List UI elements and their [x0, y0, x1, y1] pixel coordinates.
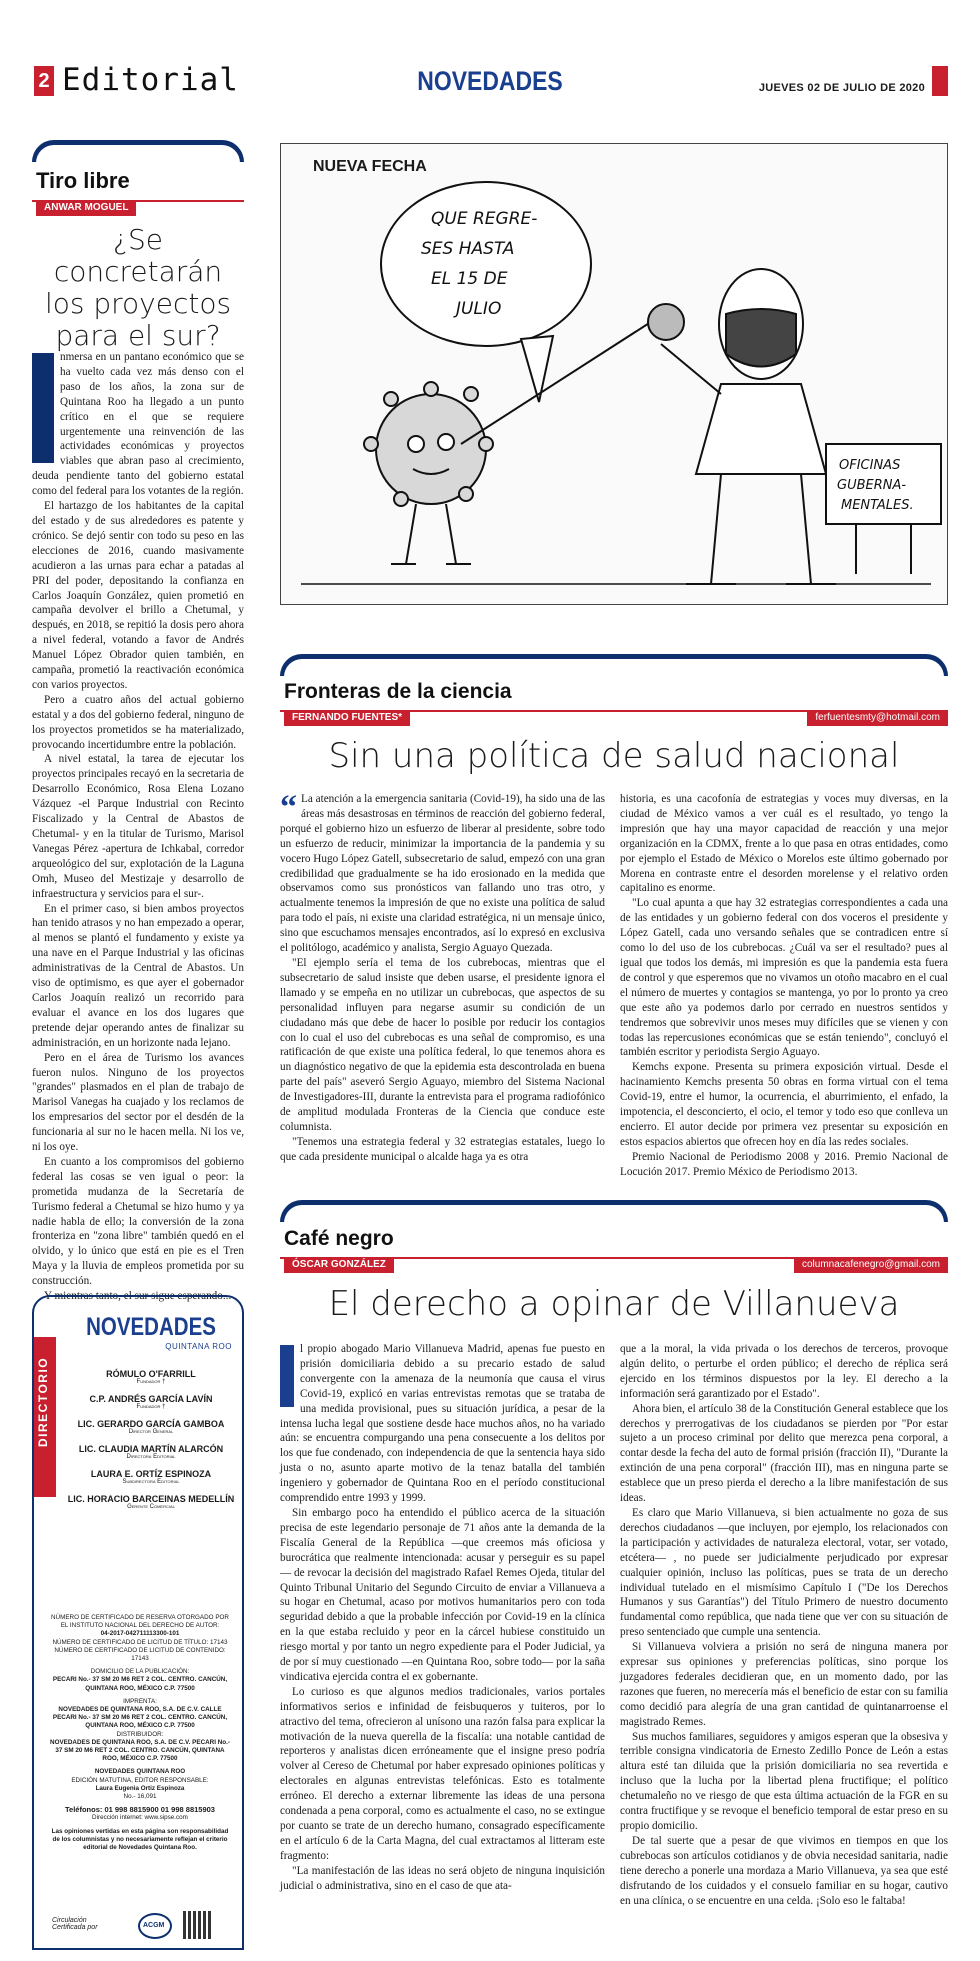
sign-line: MENTALES.: [841, 498, 914, 513]
column-tab-inner: [36, 145, 240, 163]
author-byline: ÓSCAR GONZÁLEZ: [284, 1257, 394, 1273]
issue-date: JUEVES 02 DE JULIO DE 2020: [758, 82, 925, 94]
paragraph: nmersa en un pantano económico que se ha vuelto cada vez más denso con el paso de los años, la zona sur de Quintana Roo ha llegado a un punto crítico en el que se requiere urgentemente una reinvención de las actividades económicas y proyectos viables que abran paso al crecimiento, deuda pendiente tanto del gobierno estatal como del federal para los votantes de la región.: [32, 351, 244, 498]
staff-entry: RÓMULO O'FARRILL Fundador †: [106, 1369, 196, 1385]
paragraph: A nivel estatal, la tarea de ejecutar los proyectos principales recayó en la secretaria de Desarrollo Económico, Rosa Elena Lozano Vázquez -el Parque Industrial con Recinto Fiscalizado y la Central de Abastos de Chetumal- y en la titular de Turismo, Marisol Vanegas Pérez -apertura de Ichkabal, corredor arqueológico del sur, explotación de la Laguna Omh, Museo del Mestizaje y desarrollo de infraestructura y servicios para el sur-.: [32, 753, 244, 900]
bubble-line: EL 15 DE: [431, 269, 508, 289]
cartoon-title: NUEVA FECHA: [313, 158, 427, 175]
paragraph: "Tenemos una estrategia federal y 32 estrategias estatales, luego lo que cada presidente municipal o alcalde haga ya es otra: [280, 1135, 605, 1163]
paragraph: l propio abogado Mario Villanueva Madrid, apenas fue puesto en prisión domiciliaria debido a su precario estado de salud convergente con la amenaza de la neumonía que causa el virus Covid-19, explicó en varias entrevistas remotas que se trataba de una medida provisional, pues su situación jurídica, a pesar de la intensa lucha legal que sostiene desde hace muchos años, no ha variado aún: se encuentra compurgando una pena consecuente a los delitos por los que fue condenado, con independencia de que la sentencia haya sido justa o no, asunto aparte motivo de la tenaz batalla del también ingeniero y gobernador de Quintana Roo en el período constitucional comprendido entre 1993 y 1999.: [280, 1343, 605, 1505]
staff-entry: LAURA E. ORTÍZ ESPINOZA Subdirectora Editorial: [90, 1469, 212, 1485]
bubble-line: QUE REGRE-: [431, 209, 538, 229]
paragraph: "El ejemplo sería el tema de los cubrebocas, mientras que el subsecretario de salud insiste que deben usarse, el presidente ignora el llamado y se empeña en no utilizar un cubrebocas, que aspectos de su personalidad influyen para negarse asumir su condición de un ciudadano más que debe de hacer lo posible por reducir los contagios con lo cual el uso del cubrebocas es una señal de compromiso, es una ratificación de que existe una política federal, lo que tenemos ahora es un diagnóstico negativo de que la epidemia esta descontrolada en buena parte del país" aseveró Sergio Aguayo, miembro del Sistema Nacional de Investigadores-III, durante la entrevista para el programa radiofónico de amplitud modulada Fronteras de la Ciencia que conduce este columnista.: [280, 956, 605, 1133]
staff-entry: LIC. CLAUDIA MARTÍN ALARCÓN Directora Editorial: [78, 1444, 224, 1460]
svg-text:OFICINAS GUBERNA-: [837, 458, 914, 513]
staff-list: [60, 1369, 242, 1519]
column-title: Tiro libre: [36, 168, 130, 193]
column-tab-inner: [284, 659, 944, 677]
bubble-line: SES HASTA: [421, 239, 515, 259]
paragraph: En cuanto a los compromisos del gobierno federal las cosas se ven igual o peor: la prometida mudanza de la Secretaría de Turismo federal a Chetumal se hizo humo y ya nadie habla de ello; la conversión de la zona fronteriza en "zona libre" también quedó en el olvido, y lo único que está en pie es el Tren Maya y la lluvia de empleos prometida por su construcción.: [32, 1155, 244, 1288]
article-column-1: [280, 1342, 605, 1894]
section-name: Editorial: [62, 62, 239, 98]
paragraph: Pero en el área de Turismo los avances fueron nulos. Ninguno de los proyectos "grandes" plasmados en el plan de trabajo de Marisol Vanegas ha cuajado y los reclamos de los empresarios del sector por el desdén de la funcionaria al sur no le hacen mella. Ni los ve, ni los oye.: [32, 1051, 244, 1154]
paragraph: En el primer caso, si bien ambos proyectos han tenido atrasos y no han empezado a operar, al menos se plantó el fundamento y existe ya una nave en el Parque Industrial y las oficinas administrativas de la Central de Abastos. Un viso de optimismo, es que ayer el gobernador Carlos Joaquín realizó un recorrido para evaluar el avance en los dos lugares que pretende dejar operando antes de finalizar su administración, en un horizonte nada lejano.: [32, 902, 244, 1049]
paragraph: Lo curioso es que algunos medios tradicionales, varios portales informativos serios e infinidad de feisbuqueros y tuiteros, por lo atractivo del tema, ofrecieron al unísono una razón falsa para explicar la motivación de la nueva querella de la fiscalía: una notable cantidad de reporteros y analistas dicen erróneamente que el insigne preso podría volver al Cereso de Chetumal por haber expresado opiniones políticas y electorales en algunas entrevistas telefónicas. Esto es totalmente erróneo. El derecho a externar libremente las ideas de una persona condenada a pena corporal, como es actualmente el caso, no se extingue por cuanto se trate de un derecho humano, consagrado específicamente en el artículo 6 de la Carta Magna, del cual extractamos al litteram este fragmento:: [280, 1685, 605, 1862]
paragraph: Sin embargo poco ha entendido el público acerca de la situación precisa de este legendario personaje de 71 años ante la demanda de la Fiscalía General de la República —que creemos más oficiosa y burocrática que realmente intencionada: acusar y perseguir es su papel— de revocar la decisión del magistrado Rafael Remes Ojeda, titular del Quinto Tribunal Unitario del Segundo Circuito de enviar a Villanueva a su hogar en Chetumal, acaso por motivos humanitarios pero con toda seguridad debido a que la probable infección por Covid-19 en la clínica en la que estaba recluido y peor en la cárcel hubiese constituido un riesgo mortal y por tanto un negro expediente para el Poder Judicial, ya de por sí muy cuestionado —en Quintana Roo, sobre todo— por la saña vindicativa ejercida contra el ex gobernante.: [280, 1506, 605, 1683]
cartoon-drawing: [281, 144, 947, 604]
virus-character: [364, 382, 493, 564]
sign-line: OFICINAS: [839, 458, 901, 473]
paragraph: El hartazgo de los habitantes de la capital del estado y de sus alrededores es patente y crónico. Se dejó sentir con todo su peso en las elecciones de 2016, cuando masivamente acudieron a las urnas para echar a patadas al PRI del poder, depositando la confianza en Carlos Joaquín González, quien prometió en campaña devolver el brillo a Chetumal, y después, en 2018, se repitió la dosis pero ahora a nivel federal, votando a favor de Andrés Manuel López Obrador quien también, en campaña, prometió la reactivación económica con varios proyectos.: [32, 500, 244, 691]
page-number: 2: [34, 66, 54, 96]
column-title: Fronteras de la ciencia: [284, 680, 512, 703]
paragraph: que a la moral, la vida privada o los derechos de terceros, provoque algún delito, o perturbe el orden público; el derecho de réplica será ejercido en los términos dispuestos por la ley. El derecho a la información será garantizado por el Estado".: [620, 1343, 948, 1400]
staff-entry: LIC. GERARDO GARCÍA GAMBOA Director General: [77, 1419, 225, 1435]
article-headline: ¿Se concretarán los proyectos para el sur?: [44, 223, 232, 352]
article-headline: Sin una política de salud nacional: [328, 736, 900, 776]
paragraph: Kemchs expone. Presenta su primera exposición virtual. Desde el hacinamiento Kemchs presenta 50 obras en forma virtual con el tema Covid-19, entre el humor, la ocurrencia, el aburrimiento, el enfado, la impotencia, el desconcierto, el ocio, el temor y todo eso que conlleva un encierro. El autor decide por primera vez presentar su exposición en estos espacios abiertos que ofrecen hoy en día las redes sociales.: [620, 1061, 948, 1148]
paragraph: Sus muchos familiares, seguidores y amigos esperan que la obsesiva y terrible consigna vindicatoria de Ernesto Zedillo Ponce de León a estas altura esté tan diluida que la prisión domiciliaria no sea revertida e incluso que la lucha por la libertad plena fructifique; el político chetumaleño no ve riesgo de que esta última actuación de la FGR en su contra fructifique y se revoque el beneficio temporal de estar preso en su propio domicilio.: [620, 1730, 948, 1832]
paragraph: Premio Nacional de Periodismo 2008 y 2016. Premio Nacional de Locución 2017. Premio México de Periodismo 2013.: [620, 1150, 948, 1178]
quote-mark-icon: “: [280, 789, 297, 826]
staff-entry: LIC. HORACIO BARCEINAS MEDELLÍN Gerente Comercial: [67, 1494, 235, 1510]
column-tab-inner: [284, 1205, 944, 1223]
sign-line: GUBERNA-: [837, 478, 907, 493]
article-headline: El derecho a opinar de Villanueva: [328, 1284, 900, 1324]
drop-cap-bar: [32, 353, 54, 463]
article-column-2: [620, 792, 948, 1180]
directory-logo-sub: QUINTANA ROO: [165, 1342, 232, 1351]
official-character: [661, 269, 836, 584]
author-email: ferfuentesmty@hotmail.com: [807, 710, 948, 726]
masthead-logo: NOVEDADES: [417, 66, 563, 96]
qr-code-icon: [183, 1911, 211, 1939]
acgm-logo: ACGM: [138, 1913, 172, 1939]
directory-box: [32, 1295, 244, 1950]
paragraph: "La manifestación de las ideas no será objeto de ninguna inquisición judicial o administrativa, sino en el caso de que ata-: [280, 1864, 605, 1892]
drop-cap-bar: [280, 1345, 294, 1407]
paragraph: Y mientras tanto, el sur sigue esperando...: [44, 1290, 232, 1303]
article-body: [32, 350, 244, 1304]
paragraph: "Lo cual apunta a que hay 32 estrategias correspondientes a cada una de las entidades y un gobierno federal con dos voceros el presidente y López Gatell, cada uno versando señales que se contradicen entre sí como lo del uso de los cubrebocas. ¿Cuál va ser el resultado? pues al igual que todos los demás, mi impresión es que la pandemia esta fuera de control y que esperemos que no vivamos un otoño macabro en el cual el número de muertes y contagios se mantenga, yo por lo pronto ya creo que este año ya podemos darlo por cerrado en nuestros sentidos y tendremos que sobrevivir unos meses muy difíciles que se vienen y con todas las repercusiones económicas que se están teniendo", concluyó el también escritor y periodista Sergio Aguayo.: [620, 897, 948, 1059]
paragraph: “ La atención a la emergencia sanitaria (Covid-19), ha sido una de las áreas más desastrosas en términos de reacción del gobierno federal, porqué el gobierno hizo un esfuerzo de liberar al presidente, sobre todo un esfuerzo de reducir, minimizar la importancia de la pandemia y su vocero Hugo López Gatell, subsecretario de salud, empezó con una gran credibilidad que gradualmente se ha ido erosionado en la medida que observamos como sus pronósticos van fallando uno tras otro, y actualmente tenemos la impresión de que no existe una política de salud para todo el país, ni existe una claridad estratégica, ni un mensaje único, sino que escuchamos mensajes encontrados, así lo expresó en exclusiva el politólogo, académico y analista, Sergio Aguayo Quezada.: [280, 789, 605, 955]
paragraph: historia, es una cacofonía de estrategias y voces muy diversas, en la ciudad de México vamos a ver cuál es el resultado, yo tengo la impresión que hay una mayor capacidad de reacción y una mejor organización en la CDMX, frente a lo que pasa en otras entidades, como por ejemplo el Estado de México o Morelos este último gobernado por Morena en contraste entre el desorden morelense y el relativo orden capitalino es enorme.: [620, 793, 948, 895]
article-column-2: [620, 1342, 948, 1908]
bubble-line: JULIO: [456, 299, 502, 319]
author-email: columnacafenegro@gmail.com: [794, 1257, 948, 1273]
paragraph: Es claro que Mario Villanueva, si bien actualmente no goza de sus derechos ciudadanos —que incluyen, por ejemplo, los relacionados con la participación y actividades de naturaleza electoral, votar, ser votado, etcétera— , no puede ser judicialmente perjudicado por expresar cualquier opinión, incluso las políticas, pues se trata de un derecho individual tutelado en el mismísimo Capítulo I ("De los Derechos Humanos y sus Garantías") del Título Primero de nuestro documento fundamental como república, que nada tiene que ver con su situación de preso sentenciado que cumple una sentencia.: [620, 1506, 948, 1639]
editorial-cartoon: [280, 143, 948, 605]
paragraph: Pero a cuatro años del actual gobierno estatal y a dos del gobierno federal, ninguno de los proyectos prometidos se ha materializado, provocando incertidumbre entre la población.: [32, 693, 244, 751]
author-byline: ANWAR MOGUEL: [36, 200, 136, 216]
directory-side-label: DIRECTORIO: [34, 1337, 56, 1497]
page-header: [0, 0, 980, 110]
author-byline: FERNANDO FUENTES*: [284, 710, 410, 726]
legal-info: NÚMERO DE CERTIFICADO DE RESERVA OTORGADO POR EL INSTITUTO NACIONAL DEL DERECHO DE AUTOR: 04-2017-042711113300-101 NÚMERO DE CERTIFICADO DE LICITUD DE TÍTULO: 17143 NÚMERO DE CERTIFICADO DE LICITUD DE CONTENIDO: 17143 DOMICILIO DE LA PUBLICACIÓN: PECARI No.- 37 SM 20 M6 RET 2 COL. CENTRO. CANCÚN, QUINTANA ROO, MÉXICO C.P. 77500 IMPRENTA: NOVEDADES DE QUINTANA ROO, S.A. DE C.V. CALLE PECARI No.- 37 SM 20 M6 RET 2 COL. CENTRO. CANCÚN, QUINTANA ROO, MÉXICO C.P. 77500 DISTRIBUIDOR: NOVEDADES DE QUINTANA ROO, S.A. DE C.V. PECARI No.- 37 SM 20 M6 RET 2 COL. CENTRO. CANCÚN, QUINTANA ROO, MÉXICO C.P. 77500 NOVEDADES QUINTANA ROO EDICIÓN MATUTINA, EDITOR RESPONSABLE: Laura Eugenia Ortiz Espinoza No.- 16,091 Teléfonos: 01 998 8815900 01 998 8815903 Dirección internet: www.sipse.com Las opiniones vertidas en esta página son responsabilidad de los columnistas y no necesariamente reflejan el criterio editorial de Novedades Quintana Roo.: [50, 1614, 230, 1852]
paragraph: De tal suerte que a pesar de que vivimos en tiempos en que los cubrebocas son artículos cotidianos y de obvia necesidad sanitaria, nadie tiene derecho a ponerle una mordaza a Mario Villanueva, ya sea que esté disfrutando de los cuidados y el consuelo familiar en su hogar, cautivo en una clínica, o se encuentre en una celda. ¡Solo eso le faltaba!: [620, 1834, 948, 1907]
certification: Circulación Certificada por ACGM: [48, 1917, 232, 1943]
paragraph: Ahora bien, el artículo 38 de la Constitución General establece que los derechos y prerrogativas de los ciudadanos se pierden por "Por estar sujeto a un proceso criminal por delito que merezca pena corporal, a contar desde la fecha del auto de formal prisión (fracción II), "Durante la extinción de una pena corporal" (fracción III), mas en ninguna parte se establece que un preso pierda el derecho a la libre manifestación de sus ideas.: [620, 1402, 948, 1505]
column-title: Café negro: [284, 1227, 394, 1250]
paragraph: Si Villanueva volviera a prisión no será de ninguna manera por expresar sus opiniones y preferencias políticas, sino porque los juzgadores federales decidieran que, en un momento dado, por las razones que fueren, no merecería más el beneficio de estar con su familia como decidió para alegría de una gran cantidad de quintanarroense el magistrado Remes.: [620, 1641, 948, 1728]
directory-logo: NOVEDADES: [86, 1313, 216, 1341]
corner-accent: [932, 66, 948, 96]
staff-entry: C.P. ANDRÉS GARCÍA LAVÍN Fundador †: [89, 1394, 213, 1410]
article-column-1: [280, 789, 605, 1165]
